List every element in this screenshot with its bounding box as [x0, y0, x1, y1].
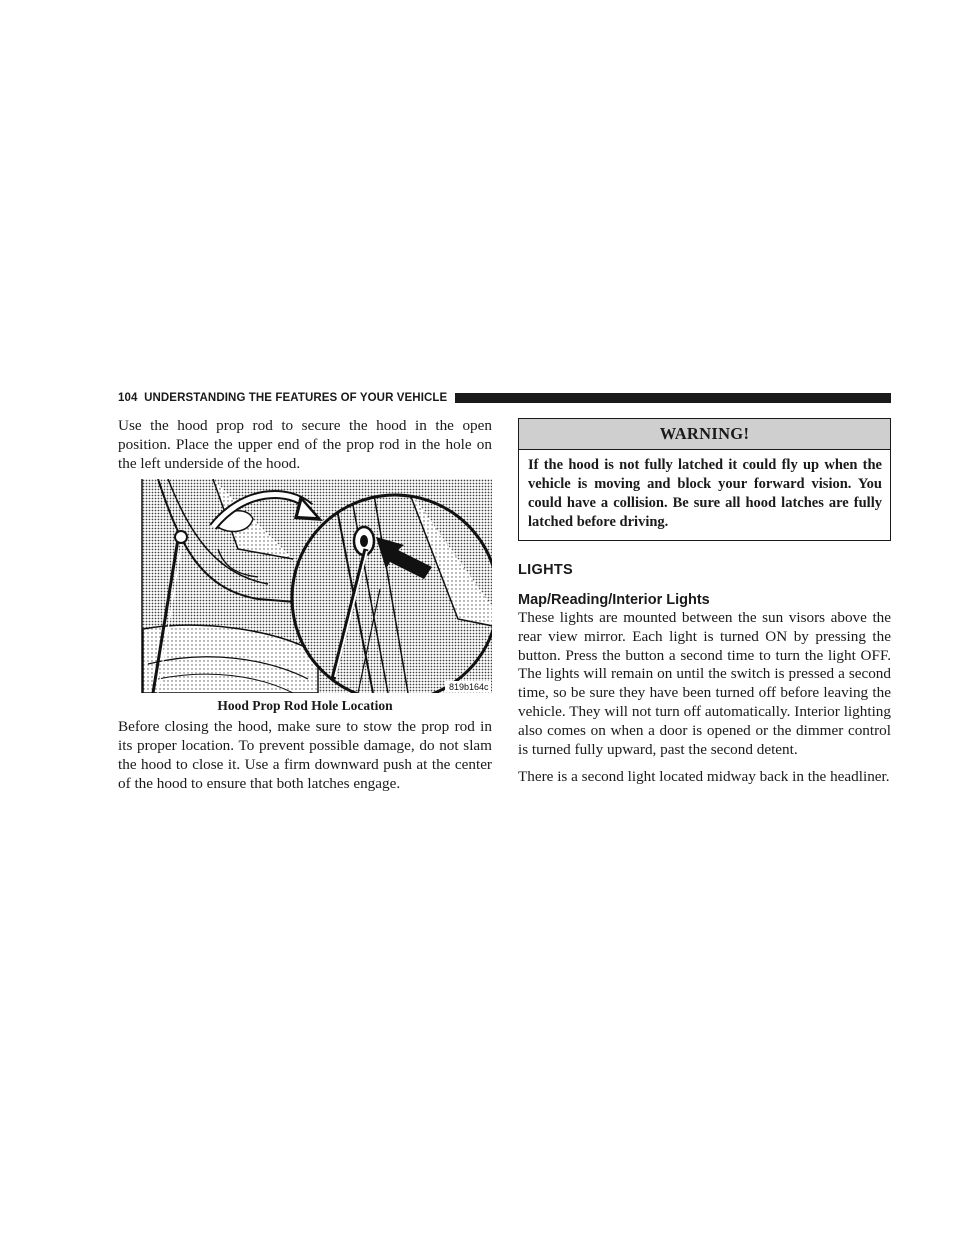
headliner-paragraph: There is a second light located midway back in the headliner.	[518, 768, 890, 786]
header-label	[118, 392, 455, 404]
header-rule	[455, 393, 891, 403]
page-header	[118, 390, 891, 406]
warning-title: WARNING!	[519, 419, 890, 450]
page-number: 104	[118, 392, 138, 404]
left-column	[118, 417, 492, 794]
section-title: UNDERSTANDING THE FEATURES OF YOUR VEHICLE	[144, 392, 448, 404]
intro-paragraph: Use the hood prop rod to secure the hood in the open position. Place the upper end of the prop rod in the hole on the left underside of the hood.	[118, 417, 492, 472]
lights-paragraph: These lights are mounted between the sun visors above the rear view mirror. Each light is turned ON by pressing the button. Press the button a second time to turn the light OFF. The lights will remain on until the switch is pressed a second time, so be sure they have been turned off before leaving the vehicle. They will not turn off automatically. Interior lighting also comes on when a door is opened or the dimmer control is turned fully upward, past the second detent.	[518, 609, 891, 758]
figure-code: 819b164c	[449, 682, 489, 693]
section-heading: LIGHTS	[518, 562, 573, 578]
subheading: Map/Reading/Interior Lights	[518, 592, 710, 608]
closing-paragraph: Before closing the hood, make sure to stow the prop rod in its proper location. To prevent possible damage, do not slam the hood to close it. Use a firm downward push at the center of the hood to ensure that both latches engage.	[118, 718, 492, 792]
hood-prop-rod-illustration	[118, 479, 492, 693]
right-column	[518, 418, 891, 787]
warning-box	[518, 418, 891, 541]
figure-caption: Hood Prop Rod Hole Location	[217, 698, 393, 714]
warning-text: If the hood is not fully latched it could fly up when the vehicle is moving and block your forward vision. You could have a collision. Be sure all hood latches are fully latched before driving.	[528, 457, 882, 530]
